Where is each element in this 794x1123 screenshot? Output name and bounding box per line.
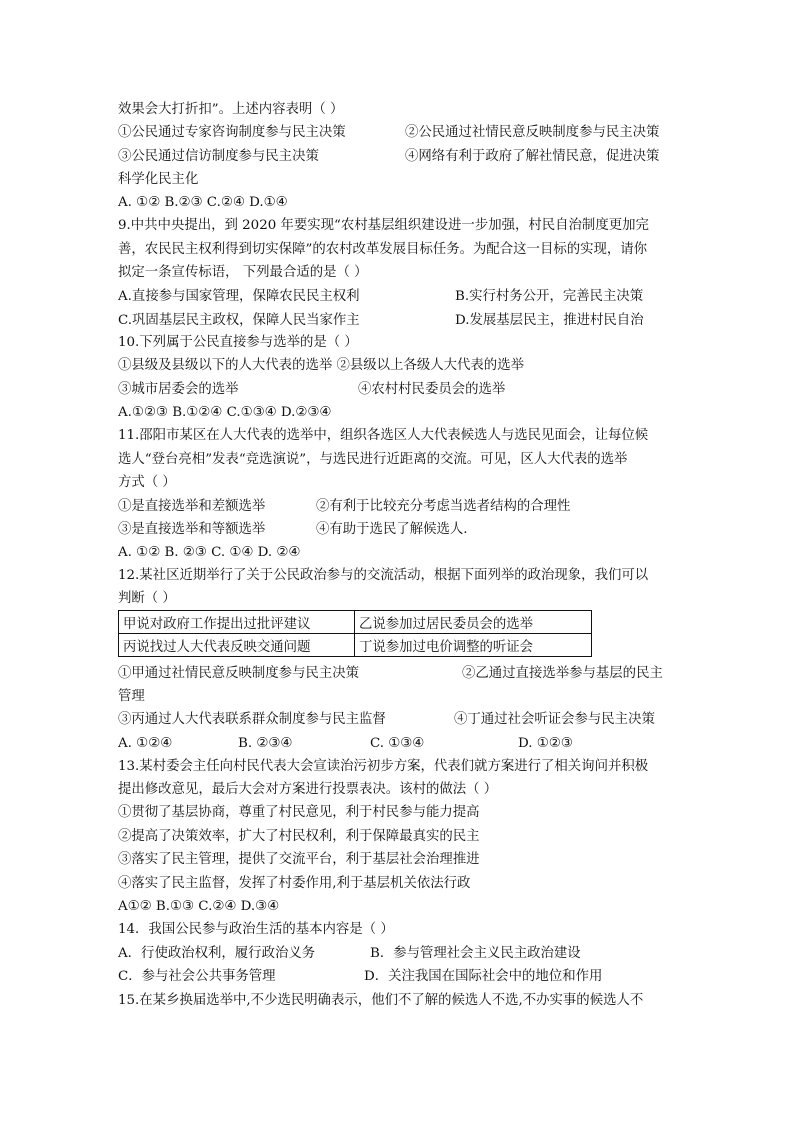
table-row: [119, 634, 592, 657]
q9-option-d: D.发展基层民主，推进村民自治: [455, 313, 644, 328]
q12-observation-table: [118, 610, 592, 657]
q11-stem-line3: 方式（ ）: [118, 475, 176, 490]
q14-option-d: D．关注我国在国际社会中的地位和作用: [364, 969, 603, 984]
q13-stem-line1: 13.某村委会主任向村民代表大会宣读治污初步方案，代表们就方案进行了相关询问并积极: [118, 759, 649, 774]
q12-option-4: ④丁通过社会听证会参与民主决策: [454, 712, 655, 727]
q12-option-3: ③丙通过人大代表联系群众制度参与民主监督: [118, 712, 386, 727]
q11-stem-line1: 11.邵阳市某区在人大代表的选举中，组织各选区人大代表候选人与选民见面会，让每位候: [118, 428, 649, 443]
q11-option-3: ③是直接选举和等额选举: [118, 522, 266, 537]
table-cell-yi: 乙说参加过居民委员会的选举: [355, 611, 592, 634]
q11-answers: A. ①② B. ②③ C. ①④ D. ②④: [118, 545, 301, 560]
q13-option-1: ①贯彻了基层协商，尊重了村民意见，利于村民参与能力提高: [118, 805, 480, 820]
q12-option-1: ①甲通过社情民意反映制度参与民主决策: [118, 666, 360, 681]
q10-stem: 10.下列属于公民直接参与选举的是（ ）: [118, 335, 358, 350]
q10-answers: A.①②③ B.①②④ C.①③④ D.②③④: [118, 405, 332, 420]
table-row: [119, 611, 592, 634]
q8-option-3: ③公民通过信访制度参与民主决策: [118, 149, 319, 164]
q12-answer-a: A. ①②④: [118, 736, 173, 751]
q14-option-b: B．参与管理社会主义民主政治建设: [370, 946, 581, 961]
q10-option-3: ③城市居委会的选举: [118, 382, 239, 397]
q8-answers: A. ①② B.②③ C.②④ D.①④: [118, 195, 288, 210]
q8-stem-tail: 效果会大打折扣”。上述内容表明（ ）: [118, 102, 344, 117]
q12-option-2: ②乙通过直接选举参与基层的民主: [462, 666, 663, 681]
q12-answer-d: D. ①②③: [518, 736, 573, 751]
q14-stem: 14．我国公民参与政治生活的基本内容是（ ）: [118, 922, 394, 937]
table-cell-bing: 丙说找过人大代表反映交通问题: [119, 634, 355, 657]
q9-stem-line2: 善，农民民主权利得到切实保障”的农村改革发展目标任务。为配合这一目标的实现，请你: [118, 242, 648, 257]
q13-option-3: ③落实了民主管理，提供了交流平台，利于基层社会治理推进: [118, 852, 480, 867]
q14-option-c: C．参与社会公共事务管理: [118, 969, 276, 984]
q15-stem-line1: 15.在某乡换届选举中,不少选民明确表示，他们不了解的候选人不选,不办实事的候选人不: [118, 993, 644, 1008]
table-cell-ding: 丁说参加过电价调整的听证会: [355, 634, 592, 657]
q8-option-4-cont: 科学化民主化: [118, 172, 199, 187]
q11-option-2: ②有利于比较充分考虑当选者结构的合理性: [316, 499, 571, 514]
q10-options-1-2: ①县级及县级以下的人大代表的选举 ②县级以上各级人大代表的选举: [118, 358, 524, 373]
q8-option-4: ④网络有利于政府了解社情民意，促进决策: [405, 149, 660, 164]
q13-option-2: ②提高了决策效率，扩大了村民权利，利于保障最真实的民主: [118, 829, 480, 844]
table-cell-jia: 甲说对政府工作提出过批评建议: [119, 611, 355, 634]
q9-option-b: B.实行村务公开，完善民主决策: [455, 289, 644, 304]
q12-answer-b: B. ②③④: [238, 736, 293, 751]
q13-answers: A①② B.①③ C.②④ D.③④: [118, 899, 280, 914]
q9-option-a: A.直接参与国家管理，保障农民民主权利: [118, 289, 360, 304]
q8-option-2: ②公民通过社情民意反映制度参与民主决策: [405, 125, 660, 140]
q14-option-a: A．行使政治权利，履行政治义务: [118, 946, 316, 961]
q12-option-2-cont: 管理: [118, 689, 145, 704]
q11-stem-line2: 选人“登台亮相”发表“竞选演说”，与选民进行近距离的交流。可见，区人大代表的选举: [118, 452, 628, 467]
q13-option-4: ④落实了民主监督，发挥了村委作用,利于基层机关依法行政: [118, 876, 471, 891]
q12-stem-line2: 判断（ ）: [118, 591, 176, 606]
q8-option-1: ①公民通过专家咨询制度参与民主决策: [118, 125, 346, 140]
q11-option-1: ①是直接选举和差额选举: [118, 499, 266, 514]
q12-stem-line1: 12.某社区近期举行了关于公民政治参与的交流活动，根据下面列举的政治现象，我们可以: [118, 568, 649, 583]
q9-option-c: C.巩固基层民主政权，保障人民当家作主: [118, 313, 360, 328]
q10-option-4: ④农村村民委员会的选举: [358, 382, 506, 397]
q12-answer-c: C. ①③④: [370, 736, 425, 751]
q9-stem-line1: 9.中共中央提出，到 2020 年要实现“农村基层组织建设进一步加强，村民自治制度更加完: [118, 218, 649, 233]
q9-stem-line3: 拟定一条宣传标语， 下列最合适的是（ ）: [118, 265, 368, 280]
q11-option-4: ④有助于选民了解候选人.: [316, 522, 468, 537]
q13-stem-line2: 提出修改意见，最后大会对方案进行投票表决。该村的做法（ ）: [118, 782, 498, 797]
